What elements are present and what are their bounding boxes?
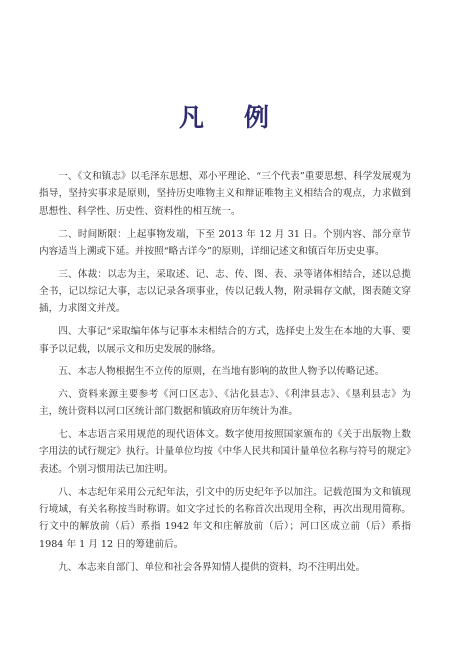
rule-paragraph-4: 四、大事记“采取编年体与记事本末相结合的方式，选择史上发生在本地的大事、要事予以记载，以展示文和历史发展的脉络。: [39, 326, 411, 355]
rule-paragraph-7: 七、本志语言采用规范的现代语体文。数字使用按照国家颁布的《关于出版物上数字用法的试行规定》执行。计量单位均按《中华人民共和国计量单位名称与符号的规定》表述。个别习惯用法已加注明。: [39, 429, 411, 475]
title-char-1: 凡: [178, 103, 206, 132]
rule-paragraph-9: 九、本志来自部门、单位和社会各界知情人提供的资料，均不注明出处。: [58, 561, 366, 573]
rule-paragraph-8: 八、本志纪年采用公元纪年法，引文中的历史纪年予以加注。记载范围为文和镇现行境域，有关名称按当时称谓。如文字过长的名称首次出现用全称，再次出现用简称。行文中的解放前（后）系指 1942 年文和庄解放前（后）；河口区成立前（后）系指 1984 年 1 月 12 日的筹建前后。: [39, 486, 411, 550]
rule-paragraph-6: 六、资料来源主要参考《河口区志》、《沾化县志》、《利津县志》、《垦利县志》为主，统计资料以河口区统计部门数据和镇政府历年统计为准。: [39, 388, 411, 418]
rule-paragraph-2: 二、时间断限：上起事物发端，下至 2013 年 12 月 31 日。个别内容、部分章节内容适当上溯或下延。并按照“略古详今”的原则，详细记述文和镇百年历史史事。: [39, 228, 411, 257]
page-title: [0, 98, 450, 134]
rule-paragraph-3: 三、体裁：以志为主，采取述、记、志、传、图、表、录等诸体相结合，述以总揽全书，记以综记大事，志以记录各项事业，传以记载人物，附录辑存文献，图表随文穿插，力求图文并茂。: [39, 268, 411, 315]
rule-paragraph-5: 五、本志人物根据生不立传的原则，在当地有影响的故世人物予以传略记述。: [58, 366, 385, 378]
rule-paragraph-1: 一、《文和镇志》以毛泽东思想、邓小平理论、“三个代表”重要思想、科学发展观为指导，坚持实事求是原则，坚持历史唯物主义和辩证唯物主义相结合的观点，力求做到思想性、科学性、历史性、资料性的相互统一。: [39, 171, 411, 217]
rules-body: [39, 168, 411, 581]
title-char-2: 例: [244, 103, 272, 132]
